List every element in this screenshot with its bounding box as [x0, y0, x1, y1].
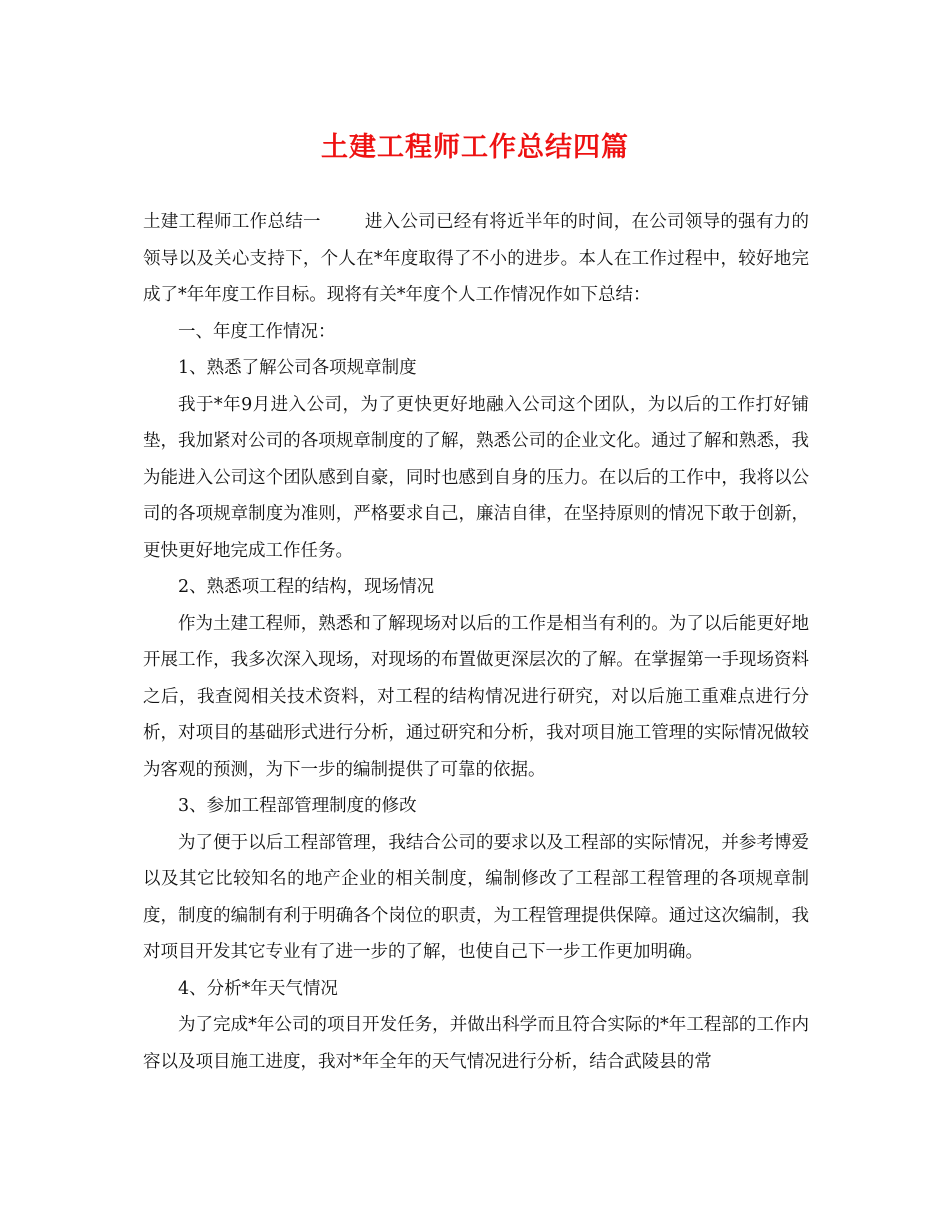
intro-paragraph — [143, 204, 809, 314]
item-1-heading: 1、熟悉了解公司各项规章制度 — [178, 358, 417, 378]
document-body — [143, 204, 809, 1080]
item-4-heading: 4、分析*年天气情况 — [178, 978, 338, 999]
item-1-paragraph: 我于*年9月进入公司，为了更快更好地融入公司这个团队，为以后的工作打好铺垫，我加紧对公司的各项规章制度的了解，熟悉公司的企业文化。通过了解和熟悉，我为能进入公司这个团队感到自豪，同时也感到自身的压力。在以后的工作中，我将以公司的各项规章制度为准则，严格要求自己，廉洁自律，在坚持原则的情况下敢于创新，更快更好地完成工作任务。 — [143, 394, 809, 561]
item-2-paragraph: 作为土建工程师，熟悉和了解现场对以后的工作是相当有利的。为了以后能更好地开展工作，我多次深入现场，对现场的布置做更深层次的了解。在掌握第一手现场资料之后，我查阅相关技术资料，对工程的结构情况进行研究，对以后施工重难点进行分析，对项目的基础形式进行分析，通过研究和分析，我对项目施工管理的实际情况做较为客观的预测，为下一步的编制提供了可靠的依据。 — [143, 613, 809, 780]
intro-heading: 土建工程师工作总结一 — [143, 212, 321, 232]
item-3-heading: 3、参加工程部管理制度的修改 — [178, 796, 417, 816]
item-3-paragraph: 为了便于以后工程部管理，我结合公司的要求以及工程部的实际情况，并参考博爱以及其它比较知名的地产企业的相关制度，编制修改了工程部工程管理的各项规章制度，制度的编制有利于明确各个岗位的职责，为工程管理提供保障。通过这次编制，我对项目开发其它专业有了进一步的了解，也使自己下一步工作更加明确。 — [143, 832, 809, 962]
item-2-heading: 2、熟悉项工程的结构，现场情况 — [178, 577, 435, 597]
item-4-paragraph: 为了完成*年公司的项目开发任务，并做出科学而且符合实际的*年工程部的工作内容以及项目施工进度，我对*年全年的天气情况进行分析，结合武陵县的常 — [143, 1015, 809, 1072]
intro-text: 进入公司已经有将近半年的时间，在公司领导的强有力的领导以及关心支持下，个人在*年度取得了不小的进步。本人在工作过程中，较好地完成了*年年度工作目标。现将有关*年度个人工作情况作如下总结： — [143, 212, 810, 305]
document-title: 土建工程师工作总结四篇 — [321, 132, 629, 163]
section-heading-1: 一、年度工作情况： — [178, 321, 336, 342]
